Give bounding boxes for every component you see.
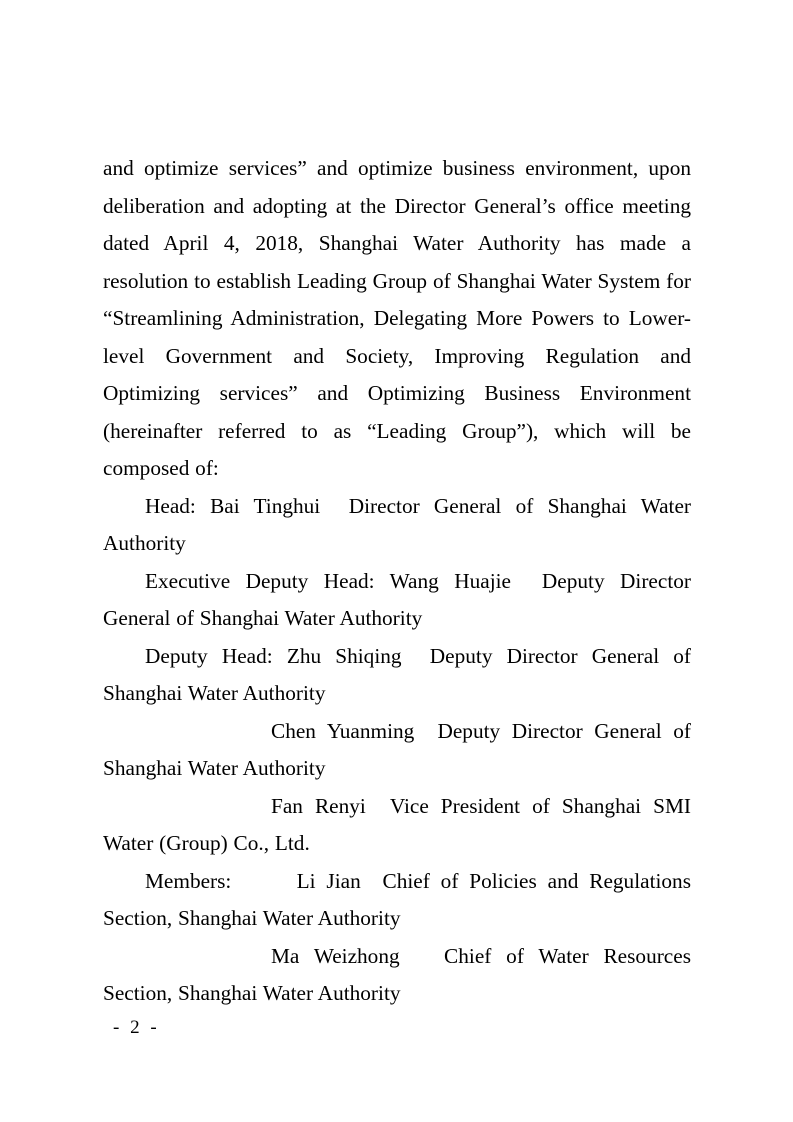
entry-executive-deputy-head: Executive Deputy Head: Wang Huajie Deputy Director General of Shanghai Water Authority bbox=[103, 568, 691, 630]
entry-deputy-head-zhu-shiqing: Deputy Head: Zhu Shiqing Deputy Director General of Shanghai Water Authority bbox=[103, 643, 691, 705]
entry-deputy-head-fan-renyi: Fan Renyi Vice President of Shanghai SMI Water (Group) Co., Ltd. bbox=[103, 793, 691, 855]
entry-deputy-head-chen-yuanming: Chen Yuanming Deputy Director General of Shanghai Water Authority bbox=[103, 718, 691, 780]
page-number: - 2 - bbox=[113, 1017, 160, 1038]
document-body bbox=[103, 150, 691, 1013]
entry-head: Head: Bai Tinghui Director General of Shanghai Water Authority bbox=[103, 493, 691, 555]
paragraph-intro: and optimize services” and optimize business environment, upon deliberation and adopting at the Director General’s office meeting dated April 4, 2018, Shanghai Water Authority has made a resolution to establish Leading Group of Shanghai Water System for “Streamlining Administration, Delegating More Powers to Lower-level Government and Society, Improving Regulation and Optimizing services” and Optimizing Business Environment (hereinafter referred to as “Leading Group”), which will be composed of: bbox=[103, 156, 691, 480]
entry-members-li-jian: Members: Li Jian Chief of Policies and Regulations Section, Shanghai Water Authority bbox=[103, 868, 691, 930]
entry-member-ma-weizhong: Ma Weizhong Chief of Water Resources Section, Shanghai Water Authority bbox=[103, 943, 691, 1005]
